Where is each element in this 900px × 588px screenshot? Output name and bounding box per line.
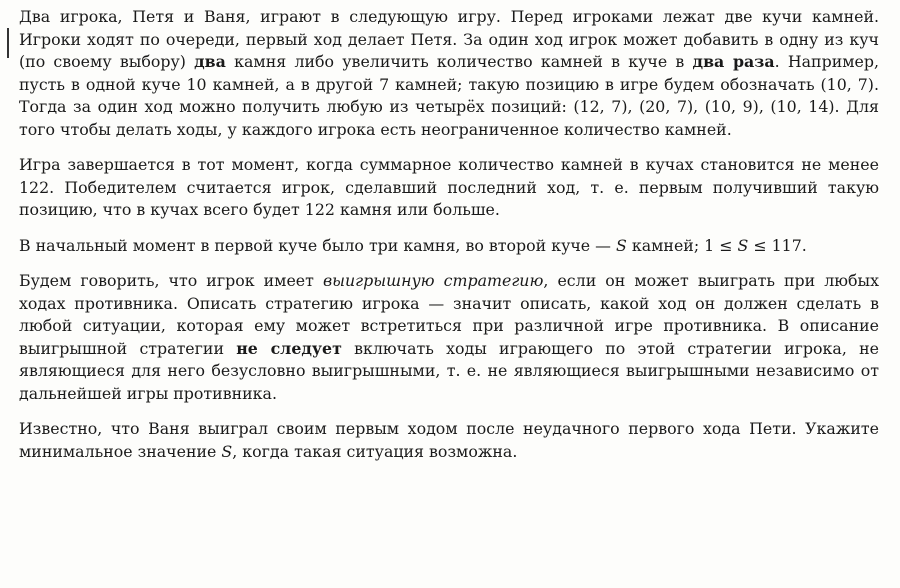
text: камней; 1 ≤	[626, 235, 738, 255]
text: включать ходы играющего по этой стратегии игрока, не являющиеся для него безусловно выигрышными, т. е. не являющиеся выигрышными независимо от дальнейшей игры противника.	[19, 338, 879, 403]
text: , если он может выиграть при любых ходах противника. Описать стратегию игрока — значит описать, какой ход он должен сделать в любой ситуации, которая ему может встретиться при различной игре противника. В описание выигрышной стратегии	[19, 271, 880, 358]
text: камня либо увеличить количество камней в куче в	[225, 52, 693, 71]
paragraph-game-end	[19, 154, 879, 222]
paragraph-question	[19, 418, 879, 463]
paragraph-initial-state	[19, 235, 879, 258]
variable-s: S	[737, 235, 749, 255]
paragraph-game-rules	[19, 6, 879, 141]
text: Будем говорить, что игрок имеет	[19, 271, 323, 290]
emphasis-two-times: два раза	[692, 52, 775, 71]
text: Два игрока, Петя и Ваня, играют в следующую игру. Перед игроками лежат две кучи камней. Игроки ходят по очереди, первый ход делает Петя. За один ход игрок может добавить в одну из куч (по своему выбору)	[19, 7, 879, 71]
paragraph-winning-strategy	[19, 270, 879, 405]
margin-marker	[7, 28, 9, 58]
text: В начальный момент в первой куче было три камня, во второй куче —	[19, 235, 616, 255]
variable-s: S	[221, 441, 233, 461]
text: Игра завершается в тот момент, когда суммарное количество камней в кучах становится не менее 122. Победителем считается игрок, сделавший последний ход, т. е. первым получивший такую позицию, что в кучах всего будет 122 камня или больше.	[19, 155, 879, 219]
emphasis-two: два	[194, 52, 226, 71]
emphasis-not-include: не следует	[236, 338, 342, 358]
text: . Например, пусть в одной куче 10 камней, а в другой 7 камней; такую позицию в игре будем обозначать (10, 7). Тогда за один ход можно получить любую из четырёх позиций: (12, 7), (20, 7), (10, 9), (10, 14). Для того чтобы делать ходы, у каждого игрока есть неограниченное количество камней.	[19, 52, 879, 139]
variable-s: S	[616, 235, 627, 255]
text: , когда такая ситуация возможна.	[232, 441, 518, 461]
text: ≤ 117.	[748, 235, 807, 255]
text: Известно, что Ваня выиграл своим первым ходом после неудачного первого хода Пети. Укажите минимальное значение	[19, 419, 879, 461]
term-winning-strategy: выигрышную стратегию	[322, 271, 544, 290]
task-text	[19, 6, 879, 463]
